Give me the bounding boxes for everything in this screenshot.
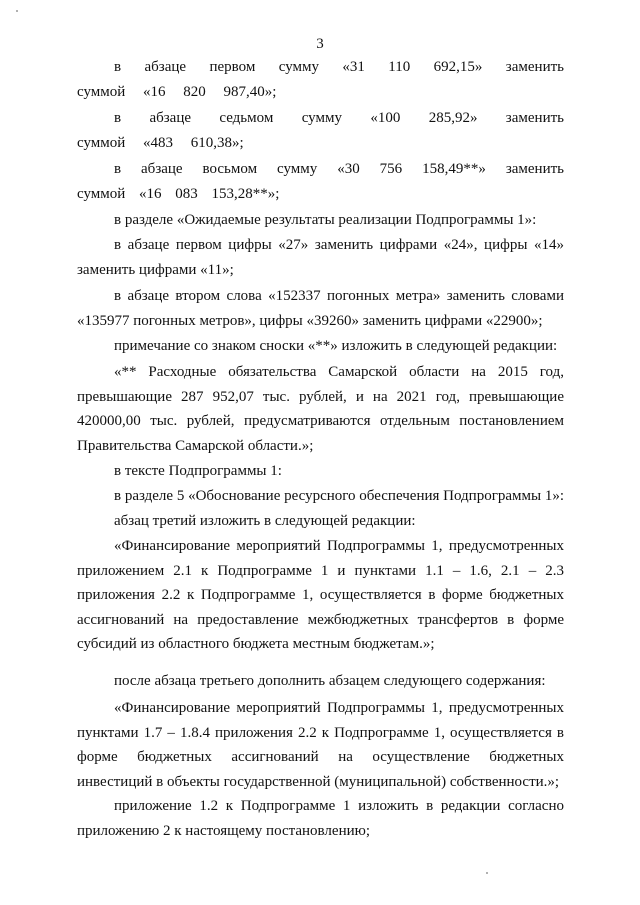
paragraph: в абзаце втором слова «152337 погонных метра» заменить словами «135977 погонных метров», цифры «39260» заменить цифрами «22900»; — [77, 288, 564, 329]
paragraph: в разделе 5 «Обоснование ресурсного обеспечения Подпрограммы 1»: — [114, 488, 564, 504]
paragraph: в абзаце первом цифры «27» заменить цифрами «24», цифры «14» заменить цифрами «11»; — [77, 237, 564, 278]
paragraph: в абзаце седьмом сумму «100 285,92» заменить суммой «483 610,38»; — [77, 110, 564, 151]
paragraph: «** Расходные обязательства Самарской области на 2015 год, превышающие 287 952,07 тыс. рублей, и на 2021 год, превышающие 420000,00 тыс. рублей, предусматриваются отдельным постановлением Правительства Самарской области.»; — [77, 364, 564, 454]
paragraph: в абзаце восьмом сумму «30 756 158,49**» заменить суммой «16 083 153,28**»; — [77, 161, 564, 202]
paragraph: абзац третий изложить в следующей редакции: — [114, 513, 416, 529]
paragraph: «Финансирование мероприятий Подпрограммы 1, предусмотренных приложением 2.1 к Подпрограмме 1 и пунктами 1.1 – 1.6, 2.1 – 2.3 приложения 2.2 к Подпрограмме 1, осуществляется в форме бюджетных ассигнований на предоставление межбюджетных трансфертов в форме субсидий из областного бюджета местным бюджетам.»; — [77, 538, 564, 652]
paragraph: в абзаце первом сумму «31 110 692,15» заменить суммой «16 820 987,40»; — [77, 59, 564, 100]
paragraph: примечание со знаком сноски «**» изложить в следующей редакции: — [114, 338, 558, 354]
scan-speck — [16, 10, 18, 12]
page-number: 3 — [316, 36, 324, 52]
paragraph: «Финансирование мероприятий Подпрограммы 1, предусмотренных пунктами 1.7 – 1.8.4 приложения 2.2 к Подпрограмме 1, осуществляется в форме бюджетных ассигнований на осуществление бюджетных инвестиций в объекты государственной (муниципальной) собственности.»; — [77, 700, 564, 790]
paragraph: в разделе «Ожидаемые результаты реализации Подпрограммы 1»: — [114, 212, 537, 228]
paragraph: в тексте Подпрограммы 1: — [114, 463, 282, 479]
paragraph: приложение 1.2 к Подпрограмме 1 изложить в редакции согласно приложению 2 к настоящему постановлению; — [77, 798, 564, 839]
paragraph: после абзаца третьего дополнить абзацем следующего содержания: — [114, 673, 546, 689]
scan-speck — [486, 872, 488, 874]
